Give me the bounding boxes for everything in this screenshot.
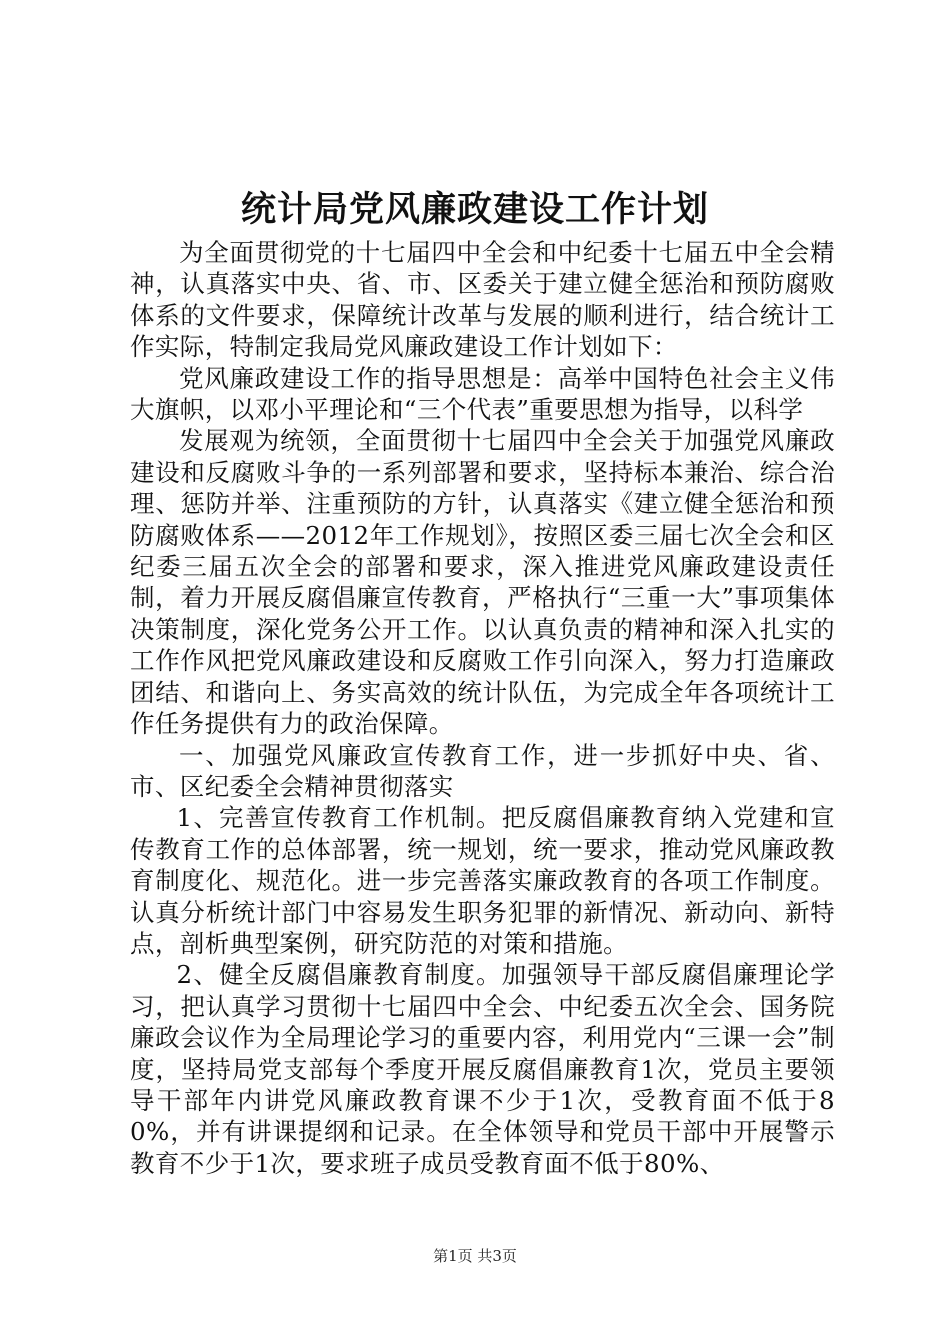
page-footer: 第1页 共3页 [433,1247,517,1265]
item-two-paragraph: 2、健全反腐倡廉教育制度。加强领导干部反腐倡廉理论学习，把认真学习贯彻十七届四中全会、中纪委五次全会、国务院廉政会议作为全局理论学习的重要内容，利用党内“三课一会”制度，坚持局党支部每个季度开展反腐倡廉教育1次，党员主要领导干部年内讲党风廉政教育课不少于1次，受教育面不低于80%，并有讲课提纲和记录。在全体领导和党员干部中开展警示教育不少于1次，要求班子成员受教育面不低于80%、 [130,960,835,1178]
intro-paragraph: 为全面贯彻党的十七届四中全会和中纪委十七届五中全会精神，认真落实中央、省、市、区委关于建立健全惩治和预防腐败体系的文件要求，保障统计改革与发展的顺利进行，结合统计工作实际，特制定我局党风廉政建设工作计划如下： [130,238,835,362]
item-one-paragraph: 1、完善宣传教育工作机制。把反腐倡廉教育纳入党建和宣传教育工作的总体部署，统一规划，统一要求，推动党风廉政教育制度化、规范化。进一步完善落实廉政教育的各项工作制度。认真分析统计部门中容易发生职务犯罪的新情况、新动向、新特点，剖析典型案例，研究防范的对策和措施。 [130,803,835,958]
document-body [130,237,835,1179]
guiding-ideology-paragraph: 党风廉政建设工作的指导思想是：高举中国特色社会主义伟大旗帜，以邓小平理论和“三个代表”重要思想为指导，以科学 [130,363,835,425]
document-title: 统计局党风廉政建设工作计划 [240,189,709,230]
section-heading-one: 一、加强党风廉政宣传教育工作，进一步抓好中央、省、市、区纪委全会精神贯彻落实 [130,740,835,801]
development-paragraph: 发展观为统领，全面贯彻十七届四中全会关于加强党风廉政建设和反腐败斗争的一系列部署和要求，坚持标本兼治、综合治理、惩防并举、注重预防的方针，认真落实《建立健全惩治和预防腐败体系——2012年工作规划》，按照区委三届七次全会和区纪委三届五次全会的部署和要求，深入推进党风廉政建设责任制，着力开展反腐倡廉宣传教育，严格执行“三重一大”事项集体决策制度，深化党务公开工作。以认真负责的精神和深入扎实的工作作风把党风廉政建设和反腐败工作引向深入，努力打造廉政团结、和谐向上、务实高效的统计队伍，为完成全年各项统计工作任务提供有力的政治保障。 [130,426,835,739]
